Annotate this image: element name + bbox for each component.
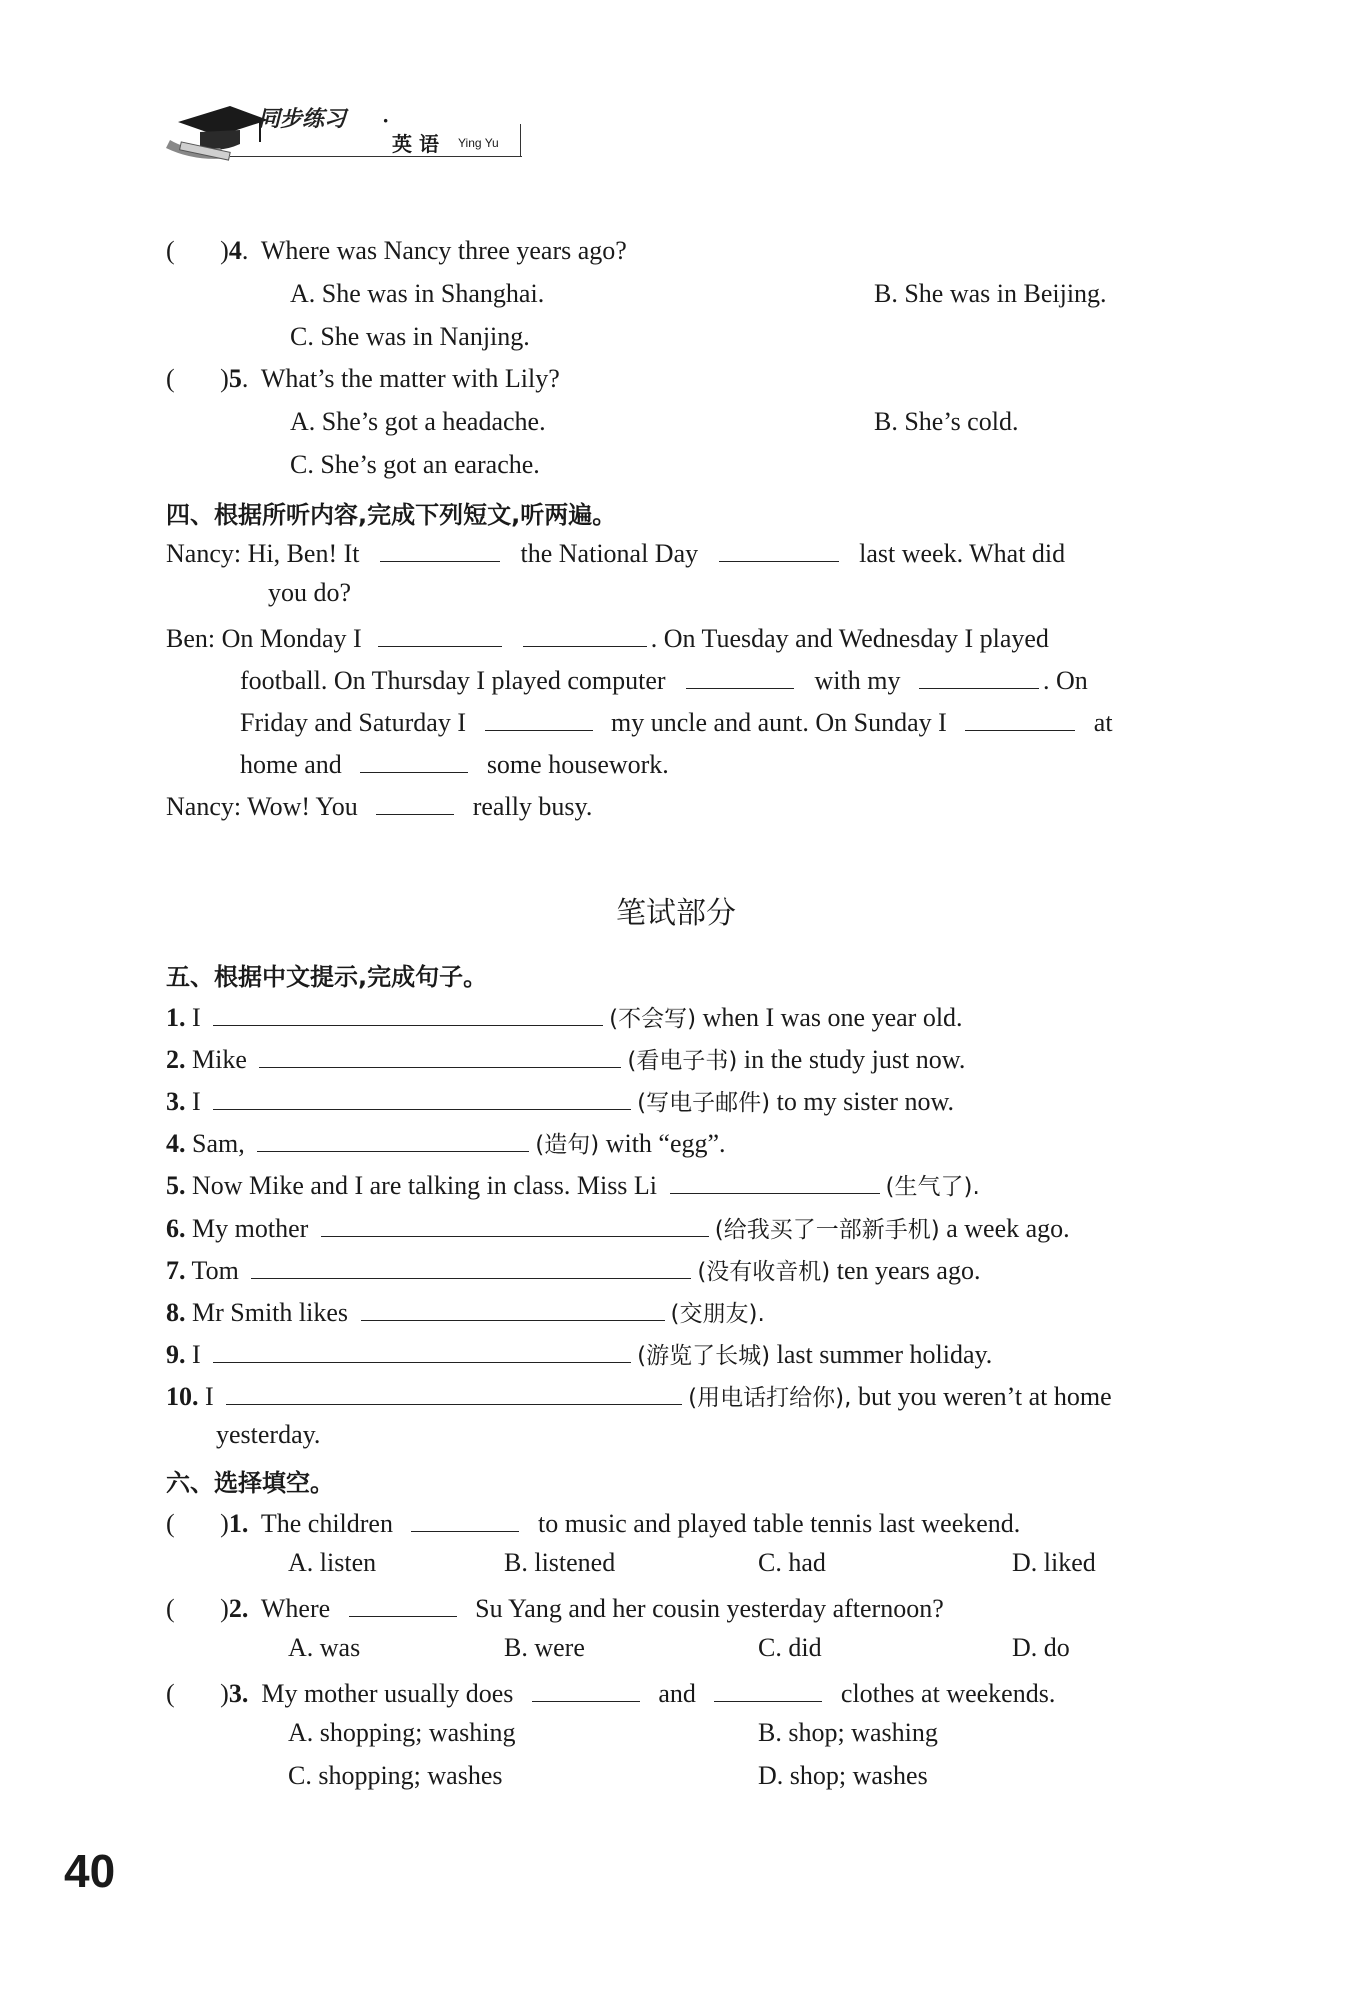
text-segment: Friday and Saturday I	[240, 708, 467, 737]
fill-blank[interactable]	[919, 662, 1039, 689]
text-segment: when I was one year old.	[702, 1003, 963, 1032]
item-number: 6.	[166, 1214, 186, 1243]
fill-blank[interactable]	[213, 1083, 631, 1110]
option-a: A. shopping; washing	[288, 1718, 516, 1747]
text-segment: in the study just now.	[743, 1045, 966, 1074]
text-segment: I	[192, 1003, 201, 1032]
brand-logo-text: 同步练习	[258, 107, 347, 132]
dialogue-line-nancy-2	[166, 788, 592, 822]
fill-blank[interactable]	[361, 1294, 665, 1321]
chinese-hint: (写电子邮件)	[637, 1090, 771, 1116]
text-segment: last week. What did	[859, 539, 1066, 568]
text-segment: Now Mike and I are talking in class. Miss Li	[192, 1171, 658, 1200]
header-rule-end	[520, 124, 521, 157]
question-text: Where was Nancy three years ago?	[260, 236, 627, 265]
chinese-hint: (交朋友).	[670, 1301, 765, 1327]
option-a: A. was	[288, 1633, 361, 1662]
item-number: 8.	[166, 1298, 186, 1327]
item-number: 4.	[166, 1129, 186, 1158]
option-d: D. do	[1012, 1633, 1070, 1662]
text-segment: but you weren’t at home	[857, 1382, 1112, 1411]
option-c: C. shopping; washes	[288, 1761, 503, 1790]
answer-paren[interactable]: ( )	[166, 364, 229, 393]
header-dot: ·	[382, 108, 390, 133]
answer-paren[interactable]: ( )	[166, 236, 229, 265]
question-text: What’s the matter with Lily?	[260, 364, 560, 393]
chinese-hint: (没有收音机)	[697, 1259, 831, 1285]
fill-blank[interactable]	[485, 704, 593, 731]
option-c: C. She’s got an earache.	[290, 450, 540, 479]
speaker-label: Nancy:	[166, 792, 242, 821]
sentence-item-2	[166, 1041, 965, 1075]
fill-blank[interactable]	[714, 1675, 822, 1702]
subject-pinyin: Ying Yu	[458, 136, 499, 150]
option-a: A. She was in Shanghai.	[290, 279, 545, 308]
dialogue-line-nancy-1-cont: you do?	[268, 578, 352, 607]
text-segment: to music and played table tennis last weekend.	[537, 1509, 1021, 1538]
header-rule	[230, 156, 522, 157]
text-segment: last summer holiday.	[776, 1340, 993, 1369]
option-d: D. shop; washes	[758, 1761, 928, 1790]
text-segment: at	[1093, 708, 1113, 737]
speaker-label: Ben:	[166, 624, 216, 653]
section-5-title: 五、根据中文提示,完成句子。	[166, 963, 488, 991]
dialogue-line-ben-1	[166, 620, 1049, 654]
text-segment: My mother	[192, 1214, 309, 1243]
option-b: B. listened	[504, 1548, 616, 1577]
text-segment: Tom	[191, 1256, 239, 1285]
text-segment: to my sister now.	[776, 1087, 955, 1116]
section-6-title: 六、选择填空。	[166, 1469, 334, 1497]
answer-paren[interactable]: ( )	[166, 1679, 229, 1708]
text-segment: ten years ago.	[836, 1256, 981, 1285]
text-segment: Mike	[192, 1045, 247, 1074]
chinese-hint: (看电子书)	[627, 1048, 738, 1074]
choice-question-1	[166, 1505, 1020, 1539]
fill-blank[interactable]	[719, 535, 839, 562]
chinese-hint: (生气了).	[885, 1174, 980, 1200]
question-number: 1.	[228, 1509, 249, 1538]
fill-blank[interactable]	[349, 1590, 457, 1617]
fill-blank[interactable]	[378, 620, 502, 647]
subject-label: 英 语	[392, 132, 439, 156]
dialogue-line-ben-4	[240, 746, 669, 780]
text-segment: my uncle and aunt. On Sunday I	[611, 708, 947, 737]
question-number: 4	[228, 236, 242, 265]
item-number: 9.	[166, 1340, 186, 1369]
answer-paren[interactable]: ( )	[166, 1509, 229, 1538]
sentence-item-5	[166, 1167, 980, 1201]
text-segment: some housework.	[486, 750, 669, 779]
item-number: 1.	[166, 1003, 186, 1032]
sentence-item-4	[166, 1125, 726, 1159]
text-segment: Wow! You	[247, 792, 358, 821]
written-part-title: 笔试部分	[616, 896, 736, 931]
page-number: 40	[64, 1845, 116, 1897]
question-number: 5	[228, 364, 242, 393]
chinese-hint: (不会写)	[609, 1006, 697, 1032]
sentence-item-3	[166, 1083, 954, 1117]
chinese-hint: (造句)	[535, 1132, 600, 1158]
section-4-title: 四、根据所听内容,完成下列短文,听两遍。	[166, 501, 617, 529]
text-segment: My mother usually does	[261, 1679, 514, 1708]
option-c: C. had	[758, 1548, 826, 1577]
sentence-item-10	[166, 1378, 1112, 1412]
fill-blank[interactable]	[360, 746, 468, 773]
text-segment: and	[658, 1679, 696, 1708]
fill-blank[interactable]	[213, 999, 603, 1026]
fill-blank[interactable]	[376, 788, 454, 815]
fill-blank[interactable]	[965, 704, 1075, 731]
text-segment: Where	[260, 1594, 331, 1623]
text-segment: really busy.	[472, 792, 593, 821]
sentence-item-1	[166, 999, 963, 1033]
mc-question-4: ( )4. Where was Nancy three years ago?	[166, 236, 627, 265]
text-segment: . On	[1042, 666, 1088, 695]
chinese-hint: (游览了长城)	[637, 1343, 771, 1369]
sentence-item-9	[166, 1336, 992, 1370]
text-segment: I	[192, 1340, 201, 1369]
option-d: D. liked	[1012, 1548, 1096, 1577]
option-b: B. shop; washing	[758, 1718, 938, 1747]
fill-blank[interactable]	[686, 662, 794, 689]
choice-question-2	[166, 1590, 944, 1624]
item-number: 3.	[166, 1087, 186, 1116]
dialogue-line-nancy-1	[166, 535, 1065, 569]
fill-blank[interactable]	[251, 1252, 691, 1279]
fill-blank[interactable]	[259, 1041, 621, 1068]
text-segment: Mr Smith likes	[192, 1298, 349, 1327]
option-b: B. were	[504, 1633, 585, 1662]
chinese-hint: (用电话打给你),	[688, 1385, 852, 1411]
fill-blank[interactable]	[321, 1210, 709, 1237]
fill-blank[interactable]	[523, 620, 647, 647]
item-number: 7.	[166, 1256, 186, 1285]
text-segment: Sam,	[192, 1129, 245, 1158]
option-a: A. listen	[288, 1548, 377, 1577]
option-c: C. did	[758, 1633, 822, 1662]
text-segment: On Monday I	[221, 624, 362, 653]
option-c: C. She was in Nanjing.	[290, 322, 530, 351]
text-segment: I	[192, 1087, 201, 1116]
option-a: A. She’s got a headache.	[290, 407, 546, 436]
text-segment: with “egg”.	[605, 1129, 726, 1158]
text-segment: with my	[814, 666, 901, 695]
fill-blank[interactable]	[411, 1505, 519, 1532]
text-segment: The children	[260, 1509, 393, 1538]
choice-question-3	[166, 1675, 1055, 1709]
option-b: B. She’s cold.	[874, 407, 1019, 436]
option-b: B. She was in Beijing.	[874, 279, 1107, 308]
text-segment: the National Day	[520, 539, 699, 568]
sentence-item-7	[166, 1252, 980, 1286]
question-number: 2.	[228, 1594, 249, 1623]
answer-paren[interactable]: ( )	[166, 1594, 229, 1623]
fill-blank[interactable]	[257, 1125, 529, 1152]
text-segment: Hi, Ben! It	[247, 539, 360, 568]
question-number: 3.	[228, 1679, 249, 1708]
mc-question-5: ( )5. What’s the matter with Lily?	[166, 364, 560, 393]
sentence-item-6	[166, 1210, 1070, 1244]
fill-blank[interactable]	[213, 1336, 631, 1363]
page-header	[160, 92, 530, 162]
text-segment: clothes at weekends.	[840, 1679, 1056, 1708]
fill-blank[interactable]	[380, 535, 500, 562]
text-segment: football. On Thursday I played computer	[240, 666, 666, 695]
chinese-hint: (给我买了一部新手机)	[714, 1217, 940, 1243]
dialogue-line-ben-3	[240, 704, 1113, 738]
fill-blank[interactable]	[532, 1675, 640, 1702]
fill-blank[interactable]	[226, 1378, 682, 1405]
text-segment: Su Yang and her cousin yesterday afternoon?	[475, 1594, 944, 1623]
item-number: 2.	[166, 1045, 186, 1074]
speaker-label: Nancy:	[166, 539, 242, 568]
text-segment: home and	[240, 750, 342, 779]
item-number: 10.	[166, 1382, 199, 1411]
item-number: 5.	[166, 1171, 186, 1200]
sentence-item-8	[166, 1294, 765, 1328]
text-segment: . On Tuesday and Wednesday I played	[650, 624, 1049, 653]
text-segment: I	[205, 1382, 214, 1411]
fill-blank[interactable]	[670, 1167, 880, 1194]
sentence-item-10-cont: yesterday.	[216, 1420, 321, 1449]
text-segment: a week ago.	[946, 1214, 1070, 1243]
dialogue-line-ben-2	[240, 662, 1088, 696]
